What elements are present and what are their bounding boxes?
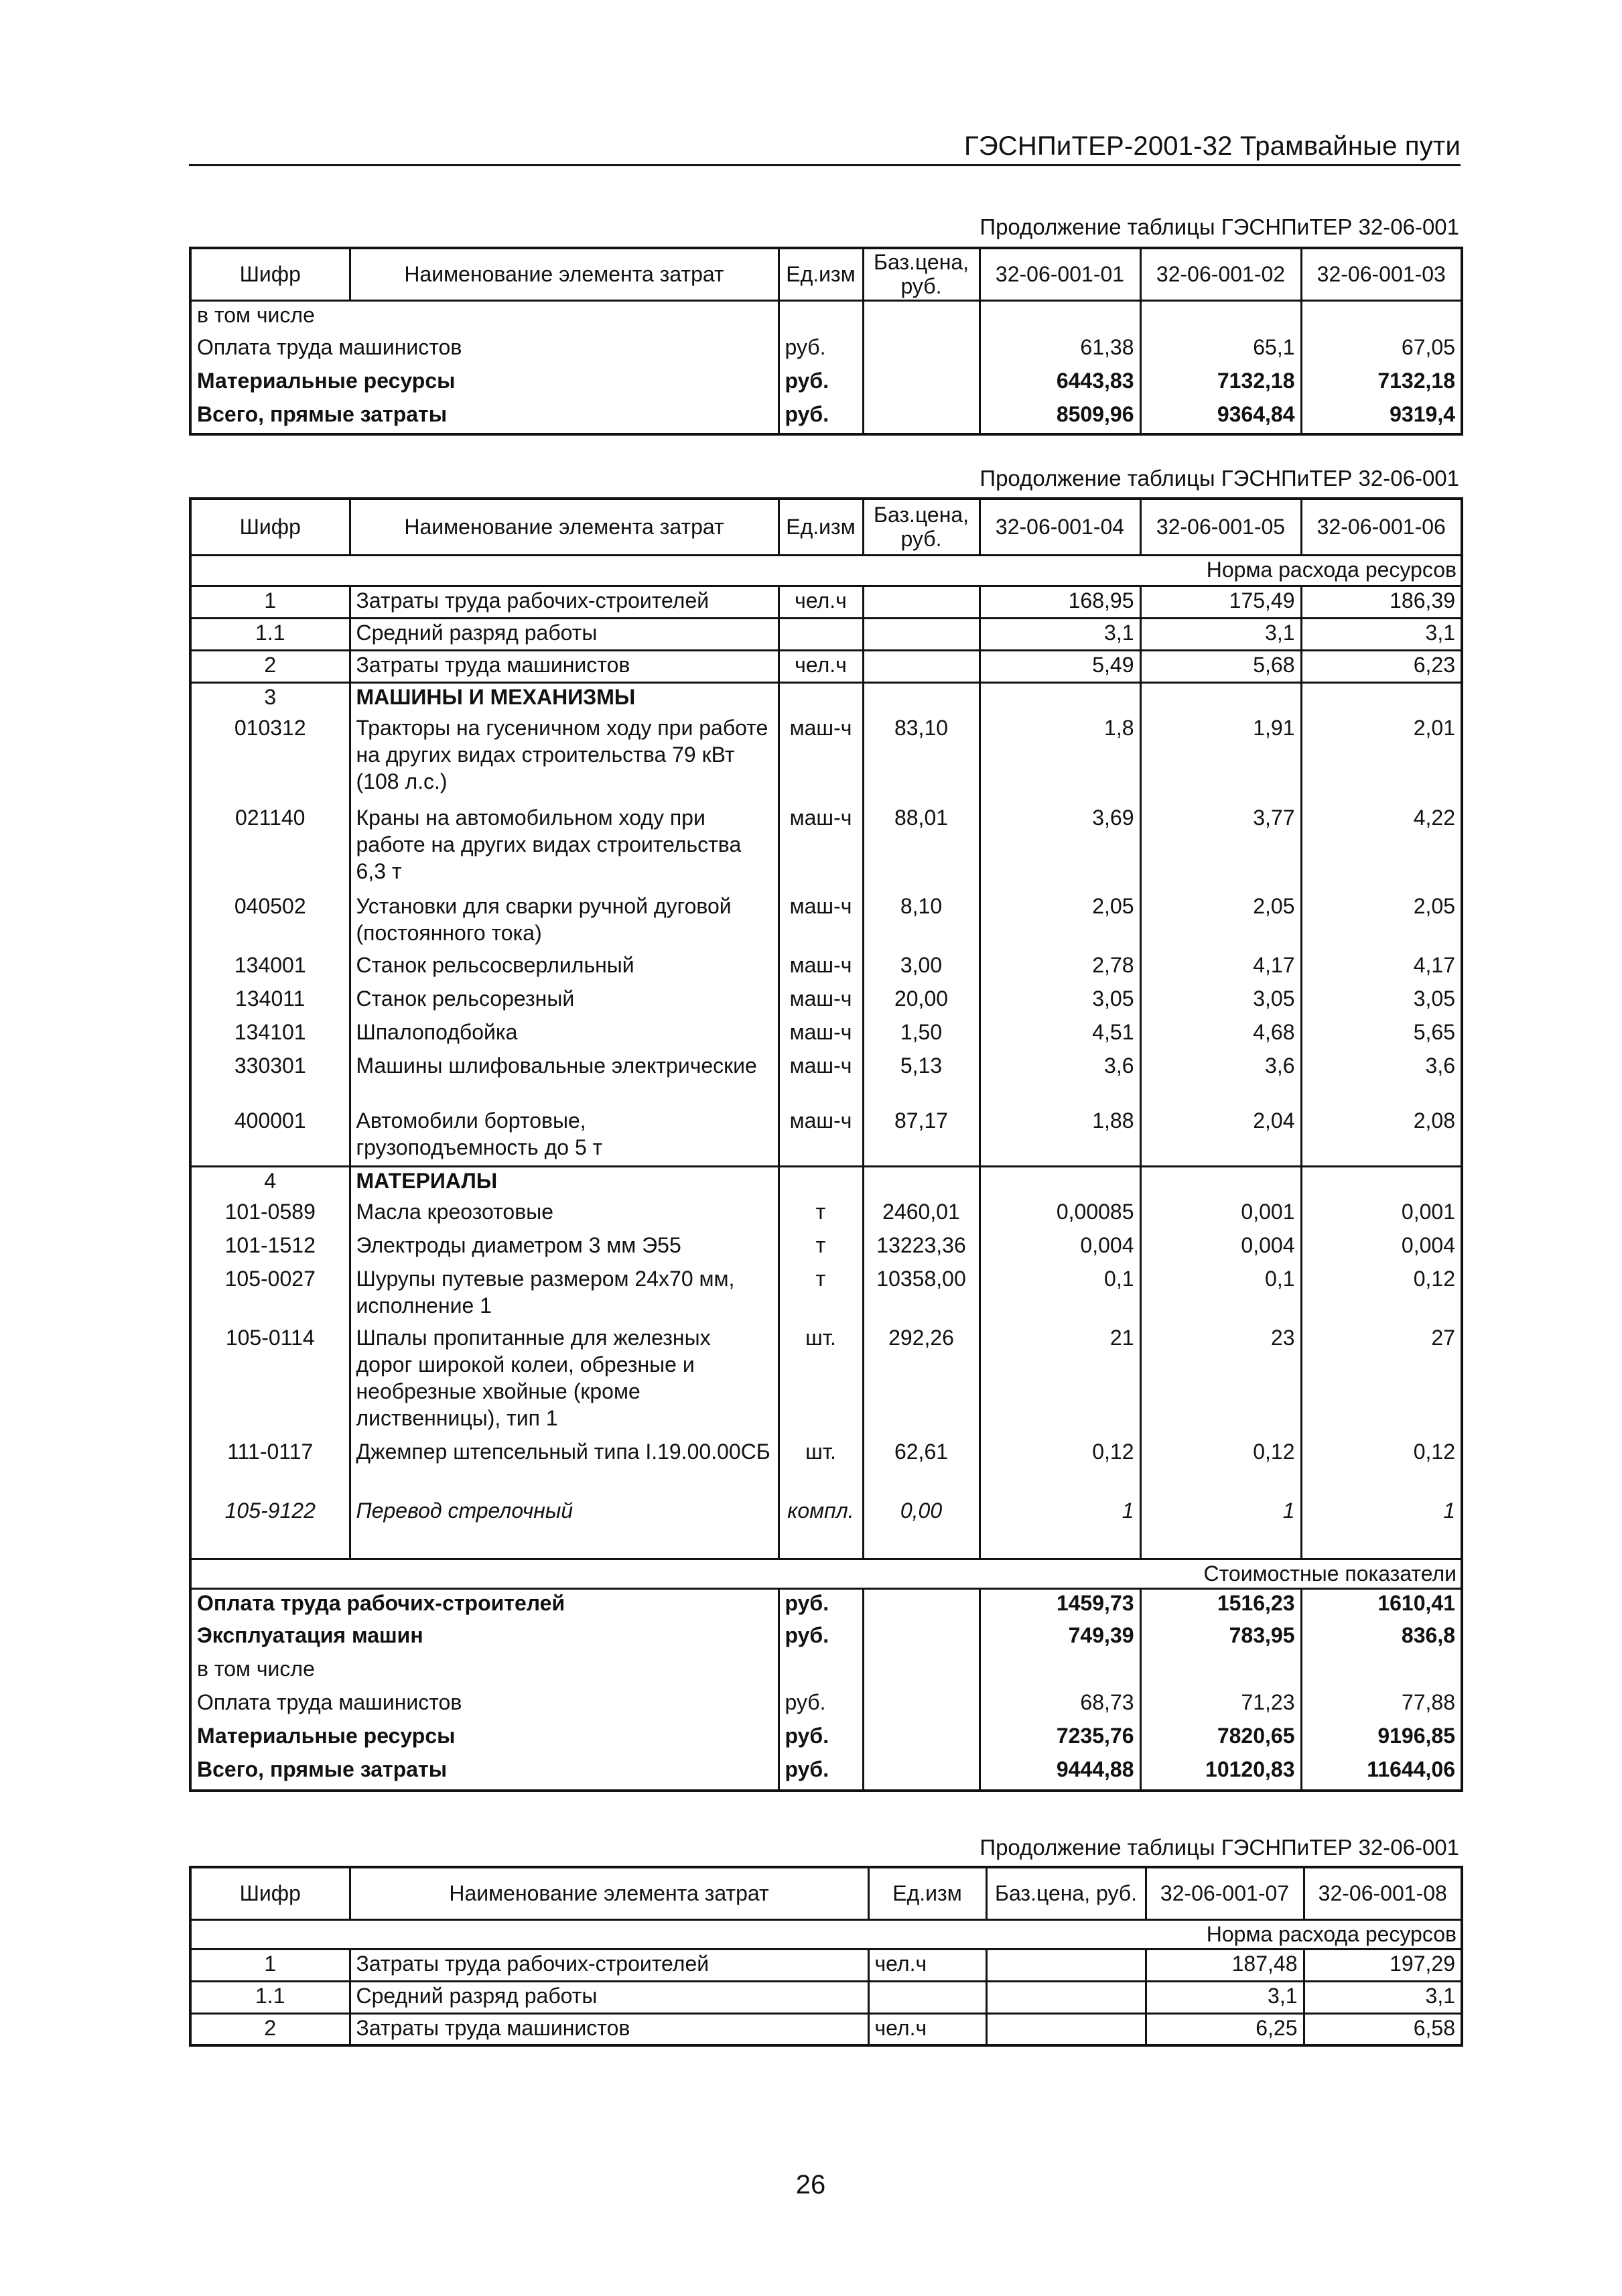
col-unit-header: Ед.изм [779,499,863,555]
col-unit-header: Ед.изм [779,248,863,300]
col-price-header: Баз.цена, руб. [863,499,979,555]
table-row: Всего, прямые затраты руб. 9444,88 10120,83 11644,06 [190,1756,1462,1791]
table-row: Материальные ресурсы руб. 7235,76 7820,65 9196,85 [190,1722,1462,1756]
table-row: Оплата труда машинистов руб. 61,38 65,1 67,05 [190,334,1462,367]
col-code-04: 32-06-001-04 [979,499,1140,555]
table-row: 1 Затраты труда рабочих-строителей чел.ч 168,95 175,49 186,39 [190,586,1462,618]
table-row: 330301 Машины шлифовальные электрические маш-ч 5,13 3,6 3,6 3,6 [190,1052,1462,1107]
header-rule [189,164,1461,166]
table-row: 1.1 Средний разряд работы 3,1 3,1 [190,1981,1462,2013]
col-code-header: Шифр [190,248,350,300]
table1-caption: Продолжение таблицы ГЭСНПиТЕР 32-06-001 [979,214,1459,239]
table-row: Оплата труда машинистов руб. 68,73 71,23 77,88 [190,1689,1462,1722]
table-row: Оплата труда рабочих-строителей руб. 1459,73 1516,23 1610,41 [190,1588,1462,1622]
table3 [189,1866,1463,2047]
col-code-03: 32-06-001-03 [1301,248,1462,300]
table1 [189,247,1463,436]
table-row: 105-9122 Перевод стрелочный компл. 0,00 1 1 1 [190,1497,1462,1559]
norm-band: Норма расхода ресурсов [190,1919,1462,1949]
col-unit-header: Ед.изм [868,1867,986,1919]
table-row: 101-1512 Электроды диаметром 3 мм Э55 т 13223,36 0,004 0,004 0,004 [190,1232,1462,1265]
table-row: 134001 Станок рельсосверлильный маш-ч 3,00 2,78 4,17 4,17 [190,952,1462,985]
table-row: 2 Затраты труда машинистов чел.ч 6,25 6,58 [190,2013,1462,2045]
table-row: Эксплуатация машин руб. 749,39 783,95 836,8 [190,1622,1462,1655]
cost-band: Стоимостные показатели [190,1559,1462,1588]
table-row: 010312 Тракторы на гусеничном ходу при работе на других видах строительства 79 кВт (108 л.с.) маш-ч 83,10 1,8 1,91 2,01 [190,714,1462,804]
col-code-06: 32-06-001-06 [1301,499,1462,555]
table-row: 111-0117 Джемпер штепсельный типа I.19.00.00СБ шт. 62,61 0,12 0,12 0,12 [190,1438,1462,1497]
col-code-header: Шифр [190,499,350,555]
col-price-header: Баз.цена, руб. [986,1867,1146,1919]
col-price-header: Баз.цена, руб. [863,248,979,300]
table3-caption: Продолжение таблицы ГЭСНПиТЕР 32-06-001 [979,1835,1459,1860]
norm-band: Норма расхода ресурсов [190,555,1462,586]
col-code-07: 32-06-001-07 [1146,1867,1304,1919]
section-row-machines: 3 МАШИНЫ И МЕХАНИЗМЫ [190,682,1462,714]
col-code-08: 32-06-001-08 [1304,1867,1462,1919]
table-row: в том числе [190,300,1462,334]
table-row: 040502 Установки для сварки ручной дуговой (постоянного тока) маш-ч 8,10 2,05 2,05 2,05 [190,893,1462,952]
table2 [189,497,1463,1792]
table2-caption: Продолжение таблицы ГЭСНПиТЕР 32-06-001 [979,466,1459,491]
table-row: Всего, прямые затраты руб. 8509,96 9364,84 9319,4 [190,401,1462,434]
table-row: 105-0027 Шурупы путевые размером 24х70 мм, исполнение 1 т 10358,00 0,1 0,1 0,12 [190,1265,1462,1324]
table-row: 400001 Автомобили бортовые, грузоподъемность до 5 т маш-ч 87,17 1,88 2,04 2,08 [190,1107,1462,1166]
col-code-header: Шифр [190,1867,350,1919]
table-row: 134011 Станок рельсорезный маш-ч 20,00 3,05 3,05 3,05 [190,985,1462,1019]
col-name-header: Наименование элемента затрат [350,1867,868,1919]
col-name-header: Наименование элемента затрат [350,248,779,300]
col-code-05: 32-06-001-05 [1140,499,1301,555]
running-header: ГЭСНПиТЕР-2001-32 Трамвайные пути [964,131,1461,161]
page-number: 26 [795,2170,826,2199]
col-code-02: 32-06-001-02 [1140,248,1301,300]
col-code-01: 32-06-001-01 [979,248,1140,300]
section-row-materials: 4 МАТЕРИАЛЫ [190,1166,1462,1198]
table-row: 1 Затраты труда рабочих-строителей чел.ч 187,48 197,29 [190,1949,1462,1981]
table-row: 021140 Краны на автомобильном ходу при работе на других видах строительства 6,3 т маш-ч 88,01 3,69 3,77 4,22 [190,804,1462,893]
table-row: 105-0114 Шпалы пропитанные для железных дорог широкой колеи, обрезные и необрезные хвойные (кроме лиственницы), тип 1 шт. 292,26 21 23 27 [190,1324,1462,1438]
table-row: 101-0589 Масла креозотовые т 2460,01 0,00085 0,001 0,001 [190,1198,1462,1232]
table-row: Материальные ресурсы руб. 6443,83 7132,18 7132,18 [190,367,1462,401]
table-row: в том числе [190,1655,1462,1689]
table-row: 1.1 Средний разряд работы 3,1 3,1 3,1 [190,618,1462,650]
col-name-header: Наименование элемента затрат [350,499,779,555]
table-row: 2 Затраты труда машинистов чел.ч 5,49 5,68 6,23 [190,650,1462,682]
table-row: 134101 Шпалоподбойка маш-ч 1,50 4,51 4,68 5,65 [190,1019,1462,1052]
